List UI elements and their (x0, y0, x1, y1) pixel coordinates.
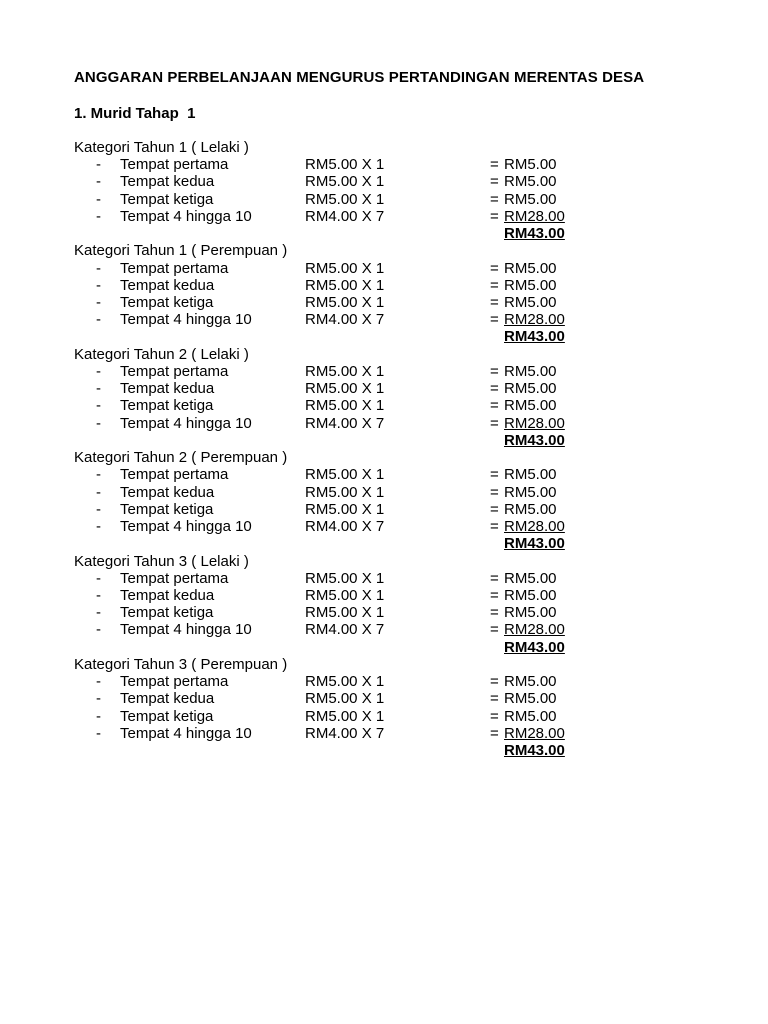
category-heading-line (0, 346, 768, 363)
category-total: RM43.00 (504, 741, 565, 759)
rate-text: RM5.00 X 1 (305, 483, 385, 501)
bullet-dash: - (96, 173, 101, 191)
section-title: 1. Murid Tahap 1 (74, 105, 196, 122)
place-label: Tempat pertama (120, 569, 229, 587)
line-item (0, 518, 768, 535)
amount-value: RM5.00 (504, 259, 557, 277)
amount-value: RM28.00 (504, 207, 565, 225)
equals-sign: = (490, 173, 499, 191)
category-title: Kategori Tahun 2 ( Lelaki ) (74, 345, 249, 363)
amount-value: RM5.00 (504, 466, 557, 484)
category-total: RM43.00 (504, 638, 565, 656)
bullet-dash: - (96, 724, 101, 742)
rate-text: RM4.00 X 7 (305, 621, 385, 639)
category-total-line (0, 639, 768, 656)
equals-sign: = (490, 276, 499, 294)
rate-text: RM5.00 X 1 (305, 276, 385, 294)
place-label: Tempat kedua (120, 276, 215, 294)
rate-text: RM5.00 X 1 (305, 259, 385, 277)
line-item (0, 397, 768, 414)
bullet-dash: - (96, 517, 101, 535)
category-total: RM43.00 (504, 225, 565, 242)
rate-text: RM5.00 X 1 (305, 293, 385, 311)
bullet-dash: - (96, 500, 101, 518)
equals-sign: = (490, 586, 499, 604)
bullet-dash: - (96, 604, 101, 622)
place-label: Tempat kedua (120, 586, 215, 604)
line-item (0, 294, 768, 311)
rate-text: RM5.00 X 1 (305, 380, 385, 398)
equals-sign: = (490, 293, 499, 311)
line-item (0, 621, 768, 638)
place-label: Tempat ketiga (120, 190, 214, 208)
equals-sign: = (490, 707, 499, 725)
category-heading-line (0, 553, 768, 570)
bullet-dash: - (96, 707, 101, 725)
equals-sign: = (490, 190, 499, 208)
bullet-dash: - (96, 259, 101, 277)
category-title: Kategori Tahun 3 ( Perempuan ) (74, 655, 288, 673)
line-item (0, 156, 768, 173)
rate-text: RM5.00 X 1 (305, 362, 385, 380)
line-item (0, 277, 768, 294)
place-label: Tempat 4 hingga 10 (120, 724, 252, 742)
rate-text: RM4.00 X 7 (305, 311, 385, 329)
bullet-dash: - (96, 311, 101, 329)
rate-text: RM4.00 X 7 (305, 207, 385, 225)
place-label: Tempat 4 hingga 10 (120, 311, 252, 329)
bullet-dash: - (96, 276, 101, 294)
place-label: Tempat kedua (120, 483, 215, 501)
amount-value: RM5.00 (504, 362, 557, 380)
category-heading-line (0, 656, 768, 673)
equals-sign: = (490, 380, 499, 398)
place-label: Tempat ketiga (120, 500, 214, 518)
place-label: Tempat ketiga (120, 604, 214, 622)
line-item (0, 191, 768, 208)
line-item (0, 311, 768, 328)
bullet-dash: - (96, 673, 101, 691)
rate-text: RM5.00 X 1 (305, 569, 385, 587)
category-total: RM43.00 (504, 535, 565, 553)
equals-sign: = (490, 500, 499, 518)
category-block (0, 242, 768, 345)
category-title: Kategori Tahun 1 ( Perempuan ) (74, 242, 288, 260)
equals-sign: = (490, 259, 499, 277)
equals-sign: = (490, 604, 499, 622)
amount-value: RM5.00 (504, 500, 557, 518)
bullet-dash: - (96, 414, 101, 432)
category-title: Kategori Tahun 1 ( Lelaki ) (74, 139, 249, 156)
equals-sign: = (490, 156, 499, 174)
category-block (0, 656, 768, 759)
category-block (0, 553, 768, 656)
amount-value: RM5.00 (504, 156, 557, 174)
place-label: Tempat pertama (120, 466, 229, 484)
bullet-dash: - (96, 397, 101, 415)
bullet-dash: - (96, 380, 101, 398)
equals-sign: = (490, 724, 499, 742)
amount-value: RM28.00 (504, 724, 565, 742)
bullet-dash: - (96, 190, 101, 208)
rate-text: RM5.00 X 1 (305, 673, 385, 691)
category-total: RM43.00 (504, 431, 565, 449)
amount-value: RM5.00 (504, 397, 557, 415)
equals-sign: = (490, 362, 499, 380)
bullet-dash: - (96, 569, 101, 587)
category-heading-line (0, 449, 768, 466)
amount-value: RM5.00 (504, 569, 557, 587)
category-block (0, 449, 768, 552)
amount-value: RM5.00 (504, 673, 557, 691)
place-label: Tempat kedua (120, 173, 215, 191)
category-heading-line (0, 139, 768, 156)
bullet-dash: - (96, 586, 101, 604)
category-total-line (0, 742, 768, 759)
category-block (0, 139, 768, 242)
bullet-dash: - (96, 156, 101, 174)
line-item (0, 604, 768, 621)
amount-value: RM5.00 (504, 293, 557, 311)
rate-text: RM5.00 X 1 (305, 190, 385, 208)
category-total-line (0, 225, 768, 242)
rate-text: RM5.00 X 1 (305, 707, 385, 725)
amount-value: RM5.00 (504, 380, 557, 398)
place-label: Tempat pertama (120, 673, 229, 691)
equals-sign: = (490, 414, 499, 432)
equals-sign: = (490, 483, 499, 501)
line-item (0, 173, 768, 190)
line-item (0, 363, 768, 380)
place-label: Tempat 4 hingga 10 (120, 621, 252, 639)
bullet-dash: - (96, 362, 101, 380)
category-block (0, 346, 768, 449)
place-label: Tempat ketiga (120, 397, 214, 415)
line-item (0, 673, 768, 690)
place-label: Tempat 4 hingga 10 (120, 414, 252, 432)
category-total: RM43.00 (504, 328, 565, 346)
rate-text: RM5.00 X 1 (305, 466, 385, 484)
category-total-line (0, 328, 768, 345)
equals-sign: = (490, 569, 499, 587)
place-label: Tempat 4 hingga 10 (120, 517, 252, 535)
category-title: Kategori Tahun 2 ( Perempuan ) (74, 449, 288, 467)
rate-text: RM5.00 X 1 (305, 156, 385, 174)
rate-text: RM4.00 X 7 (305, 414, 385, 432)
rate-text: RM5.00 X 1 (305, 604, 385, 622)
rate-text: RM5.00 X 1 (305, 173, 385, 191)
amount-value: RM28.00 (504, 517, 565, 535)
rate-text: RM5.00 X 1 (305, 690, 385, 708)
line-item (0, 690, 768, 707)
line-item (0, 380, 768, 397)
amount-value: RM5.00 (504, 483, 557, 501)
document-title: ANGGARAN PERBELANJAAN MENGURUS PERTANDINGAN MERENTAS DESA (74, 69, 645, 86)
line-item (0, 708, 768, 725)
place-label: Tempat pertama (120, 156, 229, 174)
place-label: Tempat ketiga (120, 293, 214, 311)
amount-value: RM5.00 (504, 690, 557, 708)
bullet-dash: - (96, 466, 101, 484)
amount-value: RM5.00 (504, 276, 557, 294)
bullet-dash: - (96, 483, 101, 501)
place-label: Tempat ketiga (120, 707, 214, 725)
place-label: Tempat kedua (120, 690, 215, 708)
line-item (0, 260, 768, 277)
rate-text: RM5.00 X 1 (305, 500, 385, 518)
amount-value: RM5.00 (504, 173, 557, 191)
category-total-line (0, 432, 768, 449)
line-item (0, 466, 768, 483)
line-item (0, 725, 768, 742)
place-label: Tempat pertama (120, 362, 229, 380)
equals-sign: = (490, 207, 499, 225)
bullet-dash: - (96, 207, 101, 225)
line-item (0, 501, 768, 518)
rate-text: RM4.00 X 7 (305, 724, 385, 742)
equals-sign: = (490, 690, 499, 708)
place-label: Tempat kedua (120, 380, 215, 398)
bullet-dash: - (96, 621, 101, 639)
equals-sign: = (490, 621, 499, 639)
category-title: Kategori Tahun 3 ( Lelaki ) (74, 552, 249, 570)
place-label: Tempat 4 hingga 10 (120, 207, 252, 225)
equals-sign: = (490, 397, 499, 415)
place-label: Tempat pertama (120, 259, 229, 277)
bullet-dash: - (96, 690, 101, 708)
amount-value: RM5.00 (504, 604, 557, 622)
amount-value: RM5.00 (504, 190, 557, 208)
equals-sign: = (490, 517, 499, 535)
equals-sign: = (490, 466, 499, 484)
amount-value: RM28.00 (504, 311, 565, 329)
category-total-line (0, 535, 768, 552)
line-item (0, 587, 768, 604)
category-heading-line (0, 242, 768, 259)
line-item (0, 570, 768, 587)
equals-sign: = (490, 311, 499, 329)
line-item (0, 415, 768, 432)
amount-value: RM5.00 (504, 707, 557, 725)
category-list (0, 139, 768, 759)
line-item (0, 208, 768, 225)
amount-value: RM28.00 (504, 414, 565, 432)
amount-value: RM5.00 (504, 586, 557, 604)
rate-text: RM5.00 X 1 (305, 397, 385, 415)
rate-text: RM4.00 X 7 (305, 517, 385, 535)
line-item (0, 484, 768, 501)
bullet-dash: - (96, 293, 101, 311)
equals-sign: = (490, 673, 499, 691)
amount-value: RM28.00 (504, 621, 565, 639)
rate-text: RM5.00 X 1 (305, 586, 385, 604)
